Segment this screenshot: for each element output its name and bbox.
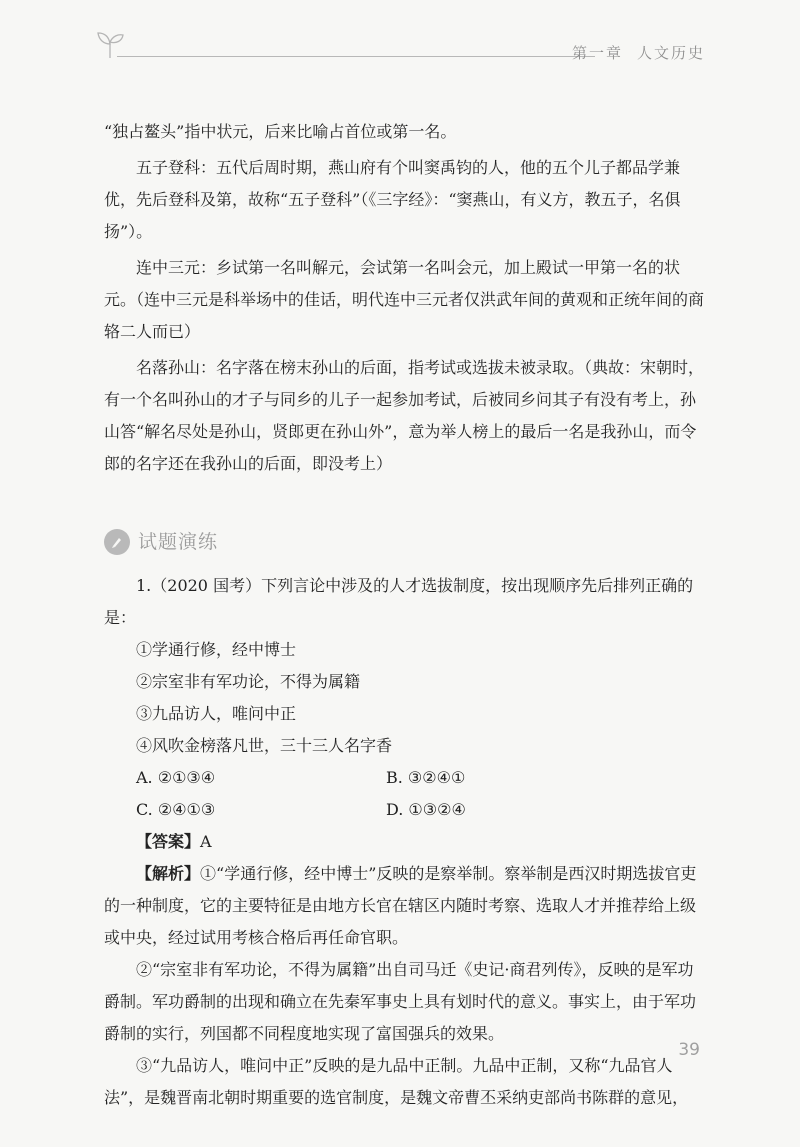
statement-3: ③九品访人，唯问中正 <box>136 704 297 723</box>
choice-c: C. ②④①③ <box>136 800 216 819</box>
section-title: 试题演练 <box>138 531 219 553</box>
statement-4: ④风吹金榜落凡世，三十三人名字香 <box>136 736 393 755</box>
choice-b: B. ③②④① <box>386 768 466 787</box>
analysis-1-text: ①“学通行修，经中博士”反映的是察举制。察举制是西汉时期选拔官吏的一种制度，它的主要特征是由地方长官在辖区内随时考察、选取人才并推荐给上级或中央，经过试用考核合格后再任命官职。 <box>104 864 697 947</box>
choice-d: D. ①③②④ <box>386 800 466 819</box>
answer-line <box>104 826 704 858</box>
answer-label: 【答案】 <box>136 832 201 851</box>
statement-2: ②宗室非有军功论，不得为属籍 <box>136 672 361 691</box>
running-header <box>95 28 705 68</box>
header-rule <box>117 56 595 57</box>
analysis-2: ②“宗室非有军功论，不得为属籍”出自司马迁《史记·商君列传》，反映的是军功爵制。军功爵制的出现和确立在先秦军事史上具有划时代的意义。事实上，由于军功爵制的实行，列国都不同程度地实现了富国强兵的效果。 <box>104 960 697 1043</box>
analysis-1 <box>104 858 704 954</box>
paragraph-wuzi-dengke: 五子登科：五代后周时期，燕山府有个叫窦禹钧的人，他的五个儿子都品学兼优，先后登科及第，故称“五子登科”（《三字经》：“窦燕山，有义方，教五子，名俱扬”）。 <box>104 158 681 241</box>
chapter-heading <box>572 42 705 63</box>
chapter-label: 第一章 <box>571 44 623 62</box>
question-stem: 1.（2020 国考）下列言论中涉及的人才选拔制度，按出现顺序先后排列正确的是： <box>104 576 694 627</box>
section-heading <box>104 520 704 564</box>
analysis-3: ③“九品访人，唯问中正”反映的是九品中正制。九品中正制，又称“九品官人法”，是魏晋南北朝时期重要的选官制度，是魏文帝曹丕采纳吏部尚书陈群的意见， <box>104 1056 689 1107</box>
chapter-title: 人文历史 <box>636 44 705 62</box>
answer-value: A <box>200 832 212 851</box>
answer-choices <box>104 762 704 826</box>
statement-1: ①学通行修，经中博士 <box>136 640 297 659</box>
analysis-label: 【解析】 <box>136 864 201 883</box>
paragraph-lianzhong-sanyuan: 连中三元：乡试第一名叫解元，会试第一名叫会元，加上殿试一甲第一名的状元。（连中三元是科举场中的佳话，明代连中三元者仅洪武年间的黄观和正统年间的商辂二人而已） <box>104 258 705 341</box>
paragraph-mingluo-sunshan: 名落孙山：名字落在榜末孙山的后面，指考试或选拔未被录取。（典故：宋朝时，有一个名叫孙山的才子与同乡的儿子一起参加考试，后被同乡问其子有没有考上，孙山答“解名尽处是孙山，贤郎更在孙山外”，意为举人榜上的最后一名是我孙山，而令郎的名字还在我孙山的后面，即没考上） <box>104 358 705 473</box>
page-number: 39 <box>678 1040 700 1060</box>
pen-icon <box>104 529 130 555</box>
choice-a: A. ②①③④ <box>136 768 216 787</box>
paragraph-zhuangyuan: “独占鳌头”指中状元，后来比喻占首位或第一名。 <box>104 122 457 141</box>
page-body <box>104 116 704 1114</box>
